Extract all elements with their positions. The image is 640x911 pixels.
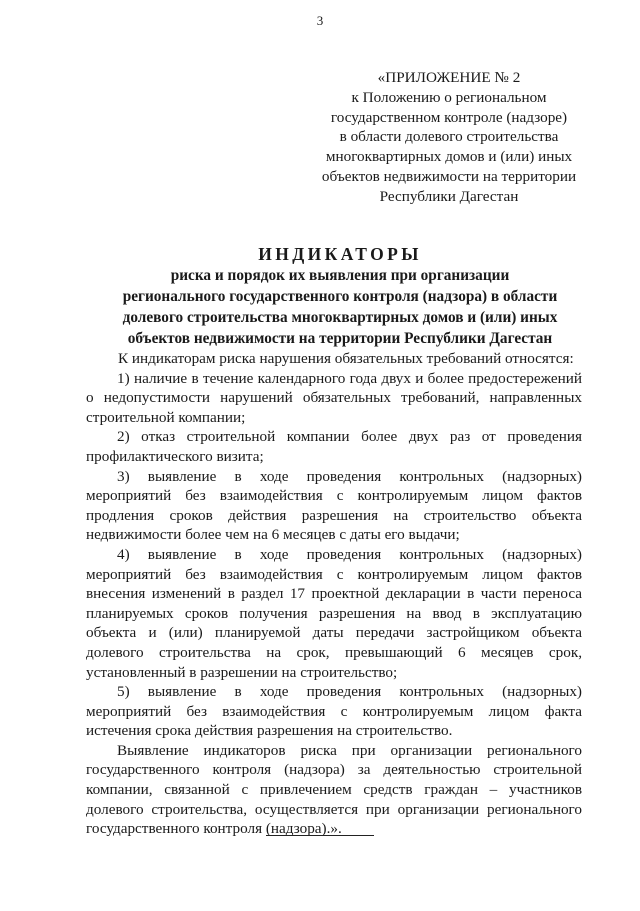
appendix-line: Республики Дагестан	[379, 187, 519, 205]
appendix-line: объектов недвижимости на территории	[321, 167, 577, 185]
appendix-line: многоквартирных домов и (или) иных	[325, 148, 573, 166]
appendix-line: в области долевого строительства	[339, 128, 559, 146]
indicator-item-4: 4) выявление в ходе проведения контрольных (надзорных) мероприятий без взаимодействия с контролируемым лицом фактов внесения изменений в раздел 17 проектной декларации в части переноса планируемых сроков получения разрешения на ввод в эксплуатацию объекта и (или) планируемой даты передачи застройщиком объекта долевого строительства на срок, превышающий 6 месяцев срок, установленный в разрешении на строительство;	[86, 545, 582, 681]
indicator-item-1: 1) наличие в течение календарного года двух и более предостережений о недопустимости нарушений обязательных требований, направленных строительной компании;	[86, 369, 582, 426]
title-main: ИНДИКАТОРЫ	[258, 244, 422, 264]
page-number: 3	[316, 13, 324, 28]
indicator-item-3: 3) выявление в ходе проведения контрольных (надзорных) мероприятий без взаимодействия с контролируемым лицом фактов продления сроков действия разрешения на строительство объекта недвижимости более чем на 6 месяцев с даты его выдачи;	[86, 467, 582, 544]
subtitle-line: регионального государственного контроля (надзора) в области	[122, 288, 558, 305]
intro-paragraph: К индикаторам риска нарушения обязательных требований относятся:	[118, 350, 574, 367]
document-body	[86, 349, 582, 839]
appendix-header	[318, 68, 580, 207]
subtitle-line: долевого строительства многоквартирных домов и (или) иных	[122, 309, 558, 326]
closing-paragraph: Выявление индикаторов риска при организации регионального государственного контроля (надзора) за деятельностью строительной компании, связанной с привлечением средств граждан – участников долевого строительства, осуществляется при организации регионального государственного контроля (надзора).».	[86, 741, 582, 838]
subtitle-line: объектов недвижимости на территории Республики Дагестан	[127, 330, 553, 347]
appendix-line: «ПРИЛОЖЕНИЕ № 2	[377, 69, 521, 86]
indicator-item-2: 2) отказ строительной компании более двух раз от проведения профилактического визита;	[86, 428, 582, 465]
document-title	[0, 243, 640, 349]
indicator-item-5: 5) выявление в ходе проведения контрольных (надзорных) мероприятий без взаимодействия с контролируемым лицом факта истечения срока действия разрешения на строительство.	[86, 683, 582, 740]
closing-divider	[266, 835, 374, 836]
appendix-line: к Положению о региональном	[351, 88, 547, 106]
subtitle-line: риска и порядок их выявления при организации	[170, 267, 510, 284]
title-subtitle	[0, 265, 640, 349]
appendix-line: государственном контроле (надзоре)	[330, 108, 568, 126]
